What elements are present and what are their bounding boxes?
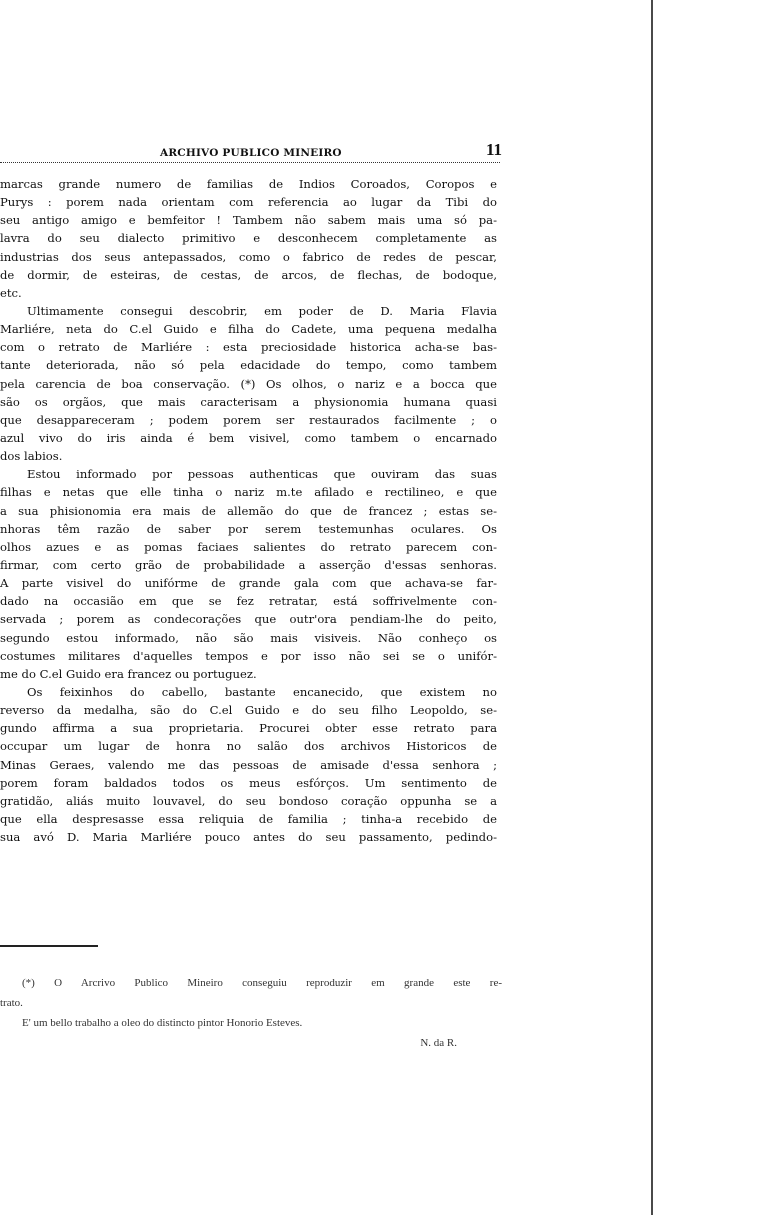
text-line: Purys : porem nada orientam com referencia ao lugar da Tibi do — [0, 195, 497, 210]
text-line: sua avó D. Maria Marliére pouco antes do seu passamento, pedindo- — [0, 830, 497, 845]
text-line: Minas Geraes, valendo me das pessoas de amisade d'essa senhora ; — [0, 757, 497, 772]
text-line: nhoras têm razão de saber por serem testemunhas oculares. Os — [0, 521, 497, 536]
text-line: industrias dos seus antepassados, como o fabrico de redes de pescar, — [0, 249, 497, 264]
text-line: etc. — [0, 285, 22, 300]
footnote-line: E' um bello trabalho a oleo do distincto pintor Honorio Esteves. — [22, 1017, 303, 1029]
text-line: Ultimamente consegui descobrir, em poder de D. Maria Flavia — [27, 303, 497, 318]
text-line: dos labios. — [0, 449, 63, 464]
text-line: pela carencia de boa conservação. (*) Os olhos, o nariz e a bocca que — [0, 376, 497, 391]
text-line: tante deteriorada, não só pela edacidade do tempo, como tambem — [0, 358, 497, 373]
text-line: são os orgãos, que mais caracterisam a physionomia humana quasi — [0, 394, 497, 409]
text-line: olhos azues e as pomas faciaes salientes do retrato parecem con- — [0, 539, 497, 554]
text-line: costumes militares d'aquelles tempos e por isso não sei se o unifór- — [0, 648, 497, 663]
editor-signature: N. da R. — [420, 1037, 457, 1049]
text-line: a sua phisionomia era mais de allemão do que de francez ; estas se- — [0, 503, 497, 518]
running-title: ARCHIVO PUBLICO MINEIRO — [160, 147, 342, 159]
text-line: Os feixinhos do cabello, bastante encanecido, que existem no — [27, 684, 497, 699]
page-edge-shadow — [651, 0, 653, 1215]
text-line: servada ; porem as condecorações que outr'ora pendiam-lhe do peito, — [0, 612, 497, 627]
text-line: lavra do seu dialecto primitivo e desconhecem completamente as — [0, 231, 497, 246]
text-line: segundo estou informado, não são mais visiveis. Não conheço os — [0, 630, 497, 645]
text-line: occupar um lugar de honra no salão dos archivos Historicos de — [0, 739, 497, 754]
text-line: gundo affirma a sua proprietaria. Procurei obter esse retrato para — [0, 721, 497, 736]
body-text — [0, 175, 497, 895]
header-rule — [0, 162, 500, 163]
text-line: porem foram baldados todos os meus esfórços. Um sentimento de — [0, 775, 497, 790]
text-line: azul vivo do iris ainda é bem visivel, como tambem o encarnado — [0, 430, 497, 445]
text-line: Marliére, neta do C.el Guido e filha do Cadete, uma pequena medalha — [0, 322, 497, 337]
page-number: 11 — [485, 140, 502, 159]
text-line: gratidão, aliás muito louvavel, do seu bondoso coração oppunha se a — [0, 793, 497, 808]
text-line: com o retrato de Marliére : esta preciosidade historica acha-se bas- — [0, 340, 497, 355]
text-line: seu antigo amigo e bemfeitor ! Tambem não sabem mais uma só pa- — [0, 213, 497, 228]
text-line: Estou informado por pessoas authenticas que ouviram das suas — [27, 467, 497, 482]
text-line: que ella despresasse essa reliquia de familia ; tinha-a recebido de — [0, 811, 497, 826]
text-line: firmar, com certo grão de probabilidade a asserção d'essas senhoras. — [0, 557, 497, 572]
footnote-line: trato. — [0, 997, 23, 1009]
text-line: de dormir, de esteiras, de cestas, de arcos, de flechas, de bodoque, — [0, 267, 497, 282]
footnote-rule — [0, 945, 98, 947]
text-line: filhas e netas que elle tinha o nariz m.te afilado e rectilineo, e que — [0, 485, 497, 500]
text-line: A parte visivel do unifórme de grande gala com que achava-se far- — [0, 576, 497, 591]
text-line: reverso da medalha, são do C.el Guido e do seu filho Leopoldo, se- — [0, 703, 497, 718]
text-line: dado na occasião em que se fez retratar, está soffrivelmente con- — [0, 594, 497, 609]
footnotes — [0, 973, 502, 1053]
text-line: que desappareceram ; podem porem ser restaurados facilmente ; o — [0, 412, 497, 427]
footnote-line: (*) O Arcrivo Publico Mineiro conseguiu reproduzir em grande este re- — [22, 977, 502, 989]
text-line: me do C.el Guido era francez ou portuguez. — [0, 666, 257, 681]
text-line: marcas grande numero de familias de Indios Coroados, Coropos e — [0, 177, 497, 191]
